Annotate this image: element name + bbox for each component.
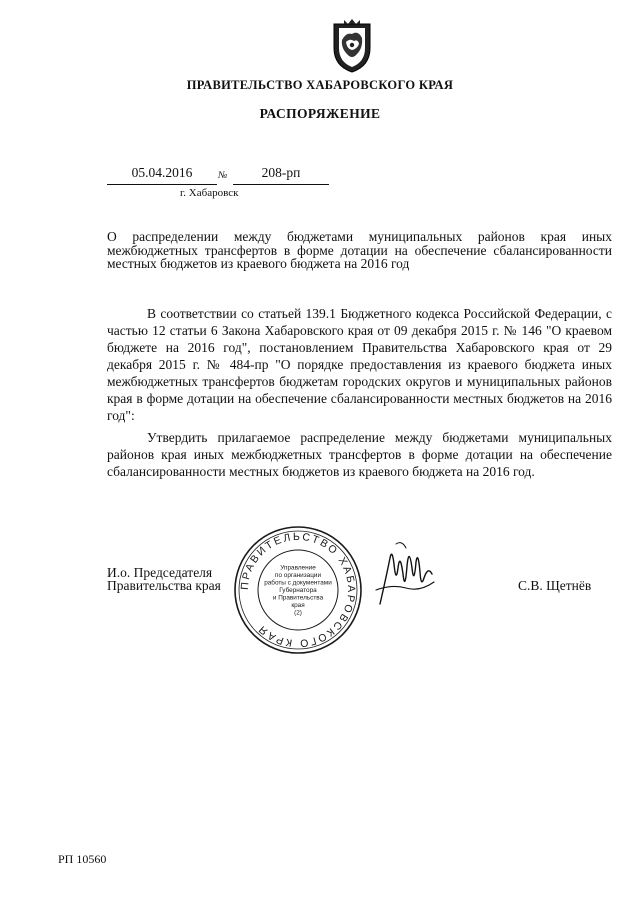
body-paragraph-decision: Утвердить прилагаемое распределение между бюджетами муниципальных районов края иных межбюджетных трансфертов в форме дотации на обеспечение сбалансированности местных бюджетов из краевого бюджета на 2016 год. bbox=[107, 430, 612, 479]
document-date: 05.04.2016 bbox=[107, 165, 217, 185]
stamp-center-line: работы с документами bbox=[264, 579, 332, 587]
handwritten-signature bbox=[372, 538, 442, 610]
number-sign: № bbox=[218, 170, 228, 181]
svg-text:ПРАВИТЕЛЬСТВО ХАБАРОВСКОГО КРА: ПРАВИТЕЛЬСТВО ХАБАРОВСКОГО КРАЯ bbox=[238, 530, 358, 650]
document-registration-code: РП 10560 bbox=[58, 852, 107, 866]
signatory-position-line2: Правительства края bbox=[107, 578, 221, 593]
coat-of-arms-emblem bbox=[330, 18, 374, 74]
signatory-name: С.В. Щетнёв bbox=[518, 578, 592, 593]
body-paragraph-legal-basis: В соответствии со статьей 139.1 Бюджетного кодекса Российской Федерации, с частью 12 статьи 6 Закона Хабаровского края от 09 декабря 2015 г. № 146 "О краевом бюджете на 2016 год", постановлением Правительства Хабаровского края от 29 декабря 2015 г. № 484-пр "О порядке предоставления из краевого бюджета иных межбюджетных трансфертов бюджетам городских округов и муниципальных районов края в форме дотации на обеспечение сбалансированности местных бюджетов на 2016 год": bbox=[107, 306, 612, 423]
document-type-title: РАСПОРЯЖЕНИЕ bbox=[259, 106, 381, 121]
document-subject: О распределении между бюджетами муниципальных районов края иных межбюджетных трансфертов в форме дотации на обеспечение сбалансированности местных бюджетов из краевого бюджета на 2016 год bbox=[107, 229, 612, 271]
stamp-center-line: Управление bbox=[280, 564, 316, 572]
official-seal-stamp bbox=[232, 524, 364, 656]
stamp-center-line: и Правительства bbox=[272, 594, 324, 602]
stamp-center-line: по организации bbox=[274, 572, 322, 579]
document-city: г. Хабаровск bbox=[180, 187, 239, 199]
stamp-center-line: Губернатора bbox=[279, 587, 317, 594]
stamp-center-line: края bbox=[291, 602, 305, 609]
document-number: 208-рп bbox=[233, 165, 329, 185]
signatory-position-line1: И.о. Председателя bbox=[107, 565, 213, 580]
government-title: ПРАВИТЕЛЬСТВО ХАБАРОВСКОГО КРАЯ bbox=[186, 78, 454, 92]
stamp-center-line: (2) bbox=[294, 609, 302, 617]
